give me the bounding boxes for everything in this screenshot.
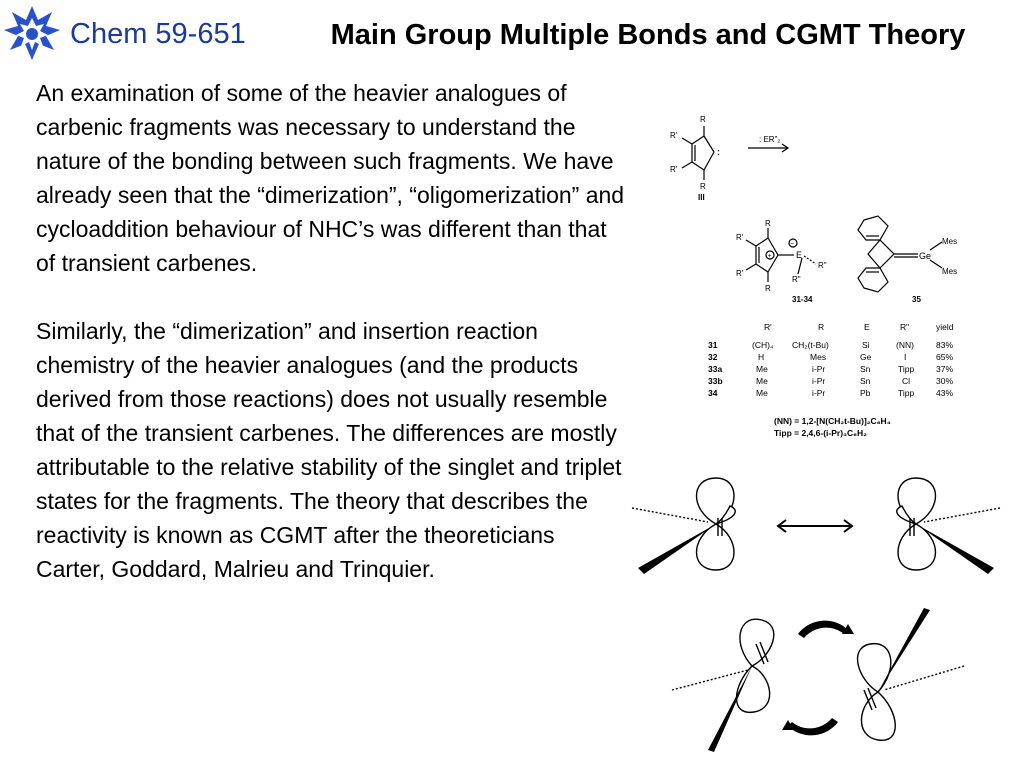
- adduct-rprime-top: R': [736, 233, 744, 242]
- table-cell: Si: [862, 340, 870, 350]
- adduct-element: E: [796, 250, 803, 260]
- svg-text::: :: [717, 147, 720, 157]
- slide-title: Main Group Multiple Bonds and CGMT Theory: [330, 19, 966, 51]
- adduct-r-bottom: R: [765, 284, 771, 293]
- nhc-r-bottom: R: [700, 182, 706, 191]
- footnote-nn: (NN) = 1,2-[N(CH₂t-Bu)]₂C₆H₄: [774, 416, 891, 426]
- germanium-label: Ge: [919, 251, 932, 261]
- table-cell: I: [904, 352, 907, 362]
- germylene-structure: [850, 214, 970, 306]
- nhc-reaction-scheme: [664, 112, 804, 204]
- col-header: R: [818, 322, 825, 332]
- germylene-compound-label: 35: [912, 295, 921, 304]
- mes-bottom: Mes: [942, 267, 958, 276]
- reagent-label: : ER"₂: [759, 135, 781, 144]
- nhc-r-top: R: [700, 115, 706, 124]
- body-text: [36, 76, 626, 586]
- table-cell: Pb: [860, 388, 871, 398]
- table-cell: 31: [708, 340, 718, 350]
- table-cell: Cl: [902, 376, 911, 386]
- table-cell: 43%: [936, 388, 954, 398]
- table-cell: (NN): [896, 340, 914, 350]
- adduct-compound-label: 31-34: [792, 295, 813, 304]
- nhc-rprime-bottom: R': [670, 165, 678, 174]
- table-cell: 30%: [936, 376, 954, 386]
- table-cell: 33a: [708, 364, 723, 374]
- table-cell: Sn: [860, 376, 871, 386]
- table-cell: Sn: [860, 364, 871, 374]
- nhc-rprime-top: R': [670, 131, 678, 140]
- table-cell: i-Pr: [812, 376, 826, 386]
- adduct-rprime-bottom: R': [736, 269, 744, 278]
- table-cell: Mes: [810, 352, 827, 362]
- university-logo-icon: [2, 4, 62, 64]
- table-cell: Me: [756, 388, 768, 398]
- singlet-orbital-diagram: [630, 470, 1002, 590]
- nhc-compound-label: III: [698, 193, 705, 202]
- donor-acceptor-orbital-diagram: [668, 604, 968, 754]
- adduct-structure: [736, 218, 840, 306]
- col-header: R': [764, 322, 772, 332]
- table-cell: 37%: [936, 364, 954, 374]
- table-cell: i-Pr: [812, 388, 826, 398]
- table-cell: Tipp: [898, 364, 915, 374]
- compound-table: [700, 318, 970, 442]
- paragraph-2: Similarly, the “dimerization” and insertion reaction chemistry of the heavier analogues (and the products derived from those reactions) does not usually resemble that of the transient carbenes. The differences are mostly attributable to the relative stability of the singlet and triplet states for the fragments. The theory that describes the reactivity is known as CGMT after the theoreticians Carter, Goddard, Malrieu and Trinquier.: [36, 318, 622, 582]
- table-cell: 34: [708, 388, 718, 398]
- adduct-r2-right: R": [818, 261, 827, 270]
- table-cell: 33b: [708, 376, 723, 386]
- table-cell: H: [758, 352, 765, 362]
- table-cell: Tipp: [898, 388, 915, 398]
- col-header: E: [864, 322, 870, 332]
- paragraph-1: An examination of some of the heavier analogues of carbenic fragments was necessary to understand the nature of the bonding between such fragments. We have already seen that the “dimerization”, “oligomerization” and cycloaddition behaviour of NHC’s was different than that of transient carbenes.: [36, 80, 625, 276]
- course-code: Chem 59-651: [70, 18, 246, 50]
- table-cell: Me: [756, 376, 768, 386]
- table-cell: (CH)₄: [752, 340, 774, 350]
- col-header: yield: [936, 322, 954, 332]
- adduct-r2-bottom: R": [792, 275, 801, 284]
- table-cell: 65%: [936, 352, 954, 362]
- table-cell: 83%: [936, 340, 954, 350]
- col-header: R": [900, 322, 910, 332]
- mes-top: Mes: [942, 237, 958, 246]
- table-cell: Me: [756, 364, 768, 374]
- table-cell: Ge: [860, 352, 872, 362]
- table-cell: i-Pr: [812, 364, 826, 374]
- table-cell: CH₂(t-Bu): [792, 340, 829, 350]
- footnote-tipp: Tipp = 2,4,6-(i-Pr)₃C₆H₂: [774, 428, 867, 438]
- plus-charge: +: [767, 253, 772, 260]
- table-cell: 32: [708, 352, 718, 362]
- minus-charge: −: [790, 241, 795, 248]
- adduct-r-top: R: [765, 219, 771, 228]
